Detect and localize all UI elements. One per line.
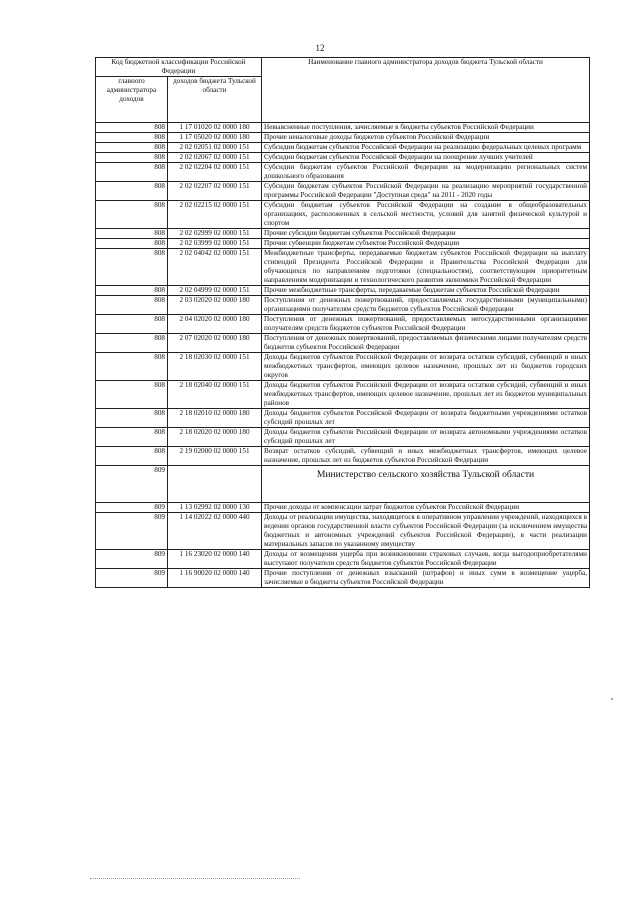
revenue-name-cell: Субсидии бюджетам субъектов Российской Федерации на модернизацию региональных систем дошкольного образования — [262, 163, 590, 182]
admin-code-cell: 808 — [96, 286, 168, 296]
revenue-name-cell: Доходы от реализации имущества, находящегося в оперативном управлении учреждений, находящихся в ведении органов государственной власти субъектов Российской Федерации (за исключением имущества бюджетных и автономных учреждений субъектов Российской Федерации), в части реализации материальных запасов по указанному имуществу — [262, 513, 590, 550]
revenue-code-cell: 2 07 02020 02 0000 180 — [168, 334, 262, 353]
table-row — [96, 353, 590, 381]
revenue-name-cell: Прочие межбюджетные трансферты, передаваемые бюджетам субъектов Российской Федерации — [262, 286, 590, 296]
ministry-name-cell: Министерство сельского хозяйства Тульской области — [262, 466, 590, 503]
admin-code-cell: 809 — [96, 569, 168, 588]
table-header-row — [96, 58, 590, 77]
revenue-code-cell: 2 02 02999 02 0000 151 — [168, 229, 262, 239]
revenue-name-cell: Поступления от денежных пожертвований, предоставляемых физическими лицами получателям средств бюджетов субъектов Российской Федерации — [262, 334, 590, 353]
admin-code-cell: 808 — [96, 353, 168, 381]
admin-code-cell: 808 — [96, 123, 168, 133]
revenue-name-cell: Субсидии бюджетам субъектов Российской Федерации на реализацию федеральных целевых программ — [262, 143, 590, 153]
table-row — [96, 513, 590, 550]
admin-code-cell: 808 — [96, 163, 168, 182]
revenue-name-cell: Доходы бюджетов субъектов Российской Федерации от возврата автономными учреждениями остатков субсидий прошлых лет — [262, 428, 590, 447]
table-row — [96, 133, 590, 143]
table-row — [96, 447, 590, 466]
revenue-code-cell: 2 18 02030 02 0000 151 — [168, 353, 262, 381]
revenue-name-cell: Доходы бюджетов субъектов Российской Федерации от возврата остатков субсидий, субвенций и иных межбюджетных трансфертов, имеющих целевое назначение, прошлых лет из бюджетов муниципальных районов — [262, 381, 590, 409]
revenue-code-cell: 2 18 02020 02 0000 180 — [168, 428, 262, 447]
admin-code-cell: 808 — [96, 201, 168, 229]
table-row — [96, 550, 590, 569]
admin-code-cell: 808 — [96, 229, 168, 239]
revenue-name-cell: Поступления от денежных пожертвований, предоставляемых государственными (муниципальными) организациями получателям средств бюджетов субъектов Российской Федерации — [262, 296, 590, 315]
admin-code-cell: 808 — [96, 428, 168, 447]
table-row — [96, 123, 590, 133]
revenue-code-cell: 1 16 90020 02 0000 140 — [168, 569, 262, 588]
revenue-name-cell: Межбюджетные трансферты, передаваемые бюджетам субъектов Российской Федерации на выплату стипендий Президента Российской Федерации и Правительства Российской Федерации для обучающихся по направлениям подготовки (специальностям), соответствующим приоритетным направлениям модернизации и технологического развития экономики Российской Федерации — [262, 249, 590, 286]
admin-code-cell: 809 — [96, 503, 168, 513]
revenue-code-cell: 2 18 02010 02 0000 180 — [168, 409, 262, 428]
table-row — [96, 229, 590, 239]
revenue-code-cell: 2 02 02207 02 0000 151 — [168, 182, 262, 201]
table-row — [96, 503, 590, 513]
header-revenue-column: доходов бюджета Тульской области — [168, 77, 262, 123]
revenue-code-cell: 2 02 02215 02 0000 151 — [168, 201, 262, 229]
table-row — [96, 249, 590, 286]
revenue-name-cell: Доходы бюджетов субъектов Российской Федерации от возврата бюджетными учреждениями остатков субсидий прошлых лет — [262, 409, 590, 428]
revenue-code-cell: 2 02 03999 02 0000 151 — [168, 239, 262, 249]
table-row — [96, 334, 590, 353]
table-row — [96, 286, 590, 296]
header-code-group: Код бюджетной классификации Российской Федерации — [96, 58, 262, 77]
revenue-code-cell: 2 03 02020 02 0000 180 — [168, 296, 262, 315]
revenue-name-cell: Прочие неналоговые доходы бюджетов субъектов Российской Федерации — [262, 133, 590, 143]
revenue-code-cell: 2 04 02020 02 0000 180 — [168, 315, 262, 334]
revenue-code-cell: 2 19 02000 02 0000 151 — [168, 447, 262, 466]
admin-code-cell: 808 — [96, 133, 168, 143]
revenue-name-cell: Прочие доходы от компенсации затрат бюджетов субъектов Российской Федерации — [262, 503, 590, 513]
revenue-code-cell: 2 02 04999 02 0000 151 — [168, 286, 262, 296]
table-row — [96, 143, 590, 153]
revenue-name-cell: Субсидии бюджетам субъектов Российской Федерации на реализацию мероприятий государственной программы Российской Федерации "Доступная среда" на 2011 - 2020 годы — [262, 182, 590, 201]
revenue-code-cell: 2 02 04042 02 0000 151 — [168, 249, 262, 286]
revenue-code-cell: 1 13 02992 02 0000 130 — [168, 503, 262, 513]
revenue-table-body — [96, 58, 590, 588]
admin-code-cell: 808 — [96, 249, 168, 286]
table-row — [96, 239, 590, 249]
revenue-code-cell: 1 16 23020 02 0000 140 — [168, 550, 262, 569]
revenue-code-cell: 2 02 02067 02 0000 151 — [168, 153, 262, 163]
table-row — [96, 182, 590, 201]
admin-code-cell: 809 — [96, 466, 168, 503]
table-row — [96, 296, 590, 315]
table-row — [96, 153, 590, 163]
revenue-name-cell: Доходы от возмещения ущерба при возникновении страховых случаев, когда выгодоприобретателями выступают получатели средств бюджетов субъектов Российской Федерации — [262, 550, 590, 569]
scan-artifact — [90, 878, 300, 883]
admin-code-cell: 809 — [96, 513, 168, 550]
revenue-name-cell: Доходы бюджетов субъектов Российской Федерации от возврата остатков субсидий, субвенций и иных межбюджетных трансфертов, имеющих целевое назначение, прошлых лет из бюджетов городских округов — [262, 353, 590, 381]
header-name-column: Наименование главного администратора доходов бюджета Тульской области — [262, 58, 590, 123]
revenue-name-cell: Субсидии бюджетам субъектов Российской Федерации на создание в общеобразовательных организациях, расположенных в сельской местности, условий для занятий физической культурой и спортом — [262, 201, 590, 229]
admin-code-cell: 808 — [96, 296, 168, 315]
admin-code-cell: 808 — [96, 239, 168, 249]
revenue-table — [95, 57, 590, 588]
table-row — [96, 163, 590, 182]
revenue-code-cell: 2 02 02204 02 0000 151 — [168, 163, 262, 182]
table-row — [96, 569, 590, 588]
admin-code-cell: 808 — [96, 334, 168, 353]
admin-code-cell: 809 — [96, 550, 168, 569]
admin-code-cell: 808 — [96, 153, 168, 163]
revenue-code-cell: 1 14 02022 02 0000 440 — [168, 513, 262, 550]
table-row — [96, 381, 590, 409]
revenue-code-cell: 1 17 01020 02 0000 180 — [168, 123, 262, 133]
admin-code-cell: 808 — [96, 143, 168, 153]
revenue-name-cell: Возврат остатков субсидий, субвенций и иных межбюджетных трансфертов, имеющих целевое назначение, прошлых лет из бюджетов субъектов Российской Федерации — [262, 447, 590, 466]
revenue-code-cell: 2 18 02040 02 0000 151 — [168, 381, 262, 409]
revenue-name-cell: Невыясненные поступления, зачисляемые в бюджеты субъектов Российской Федерации — [262, 123, 590, 133]
header-admin-column: главного администратора доходов — [96, 77, 168, 123]
revenue-code-cell — [168, 466, 262, 503]
revenue-name-cell: Поступления от денежных пожертвований, предоставляемых негосударственными организациями получателям средств бюджетов субъектов Российской Федерации — [262, 315, 590, 334]
ministry-row — [96, 466, 590, 503]
table-row — [96, 428, 590, 447]
revenue-code-cell: 1 17 05020 02 0000 180 — [168, 133, 262, 143]
revenue-name-cell: Субсидии бюджетам субъектов Российской Федерации на поощрение лучших учителей — [262, 153, 590, 163]
admin-code-cell: 808 — [96, 315, 168, 334]
revenue-name-cell: Прочие поступления от денежных взысканий (штрафов) и иных сумм в возмещение ущерба, зачисляемые в бюджеты субъектов Российской Федерации — [262, 569, 590, 588]
admin-code-cell: 808 — [96, 409, 168, 428]
admin-code-cell: 808 — [96, 447, 168, 466]
admin-code-cell: 808 — [96, 381, 168, 409]
table-row — [96, 201, 590, 229]
revenue-name-cell: Прочие субвенции бюджетам субъектов Российской Федерации — [262, 239, 590, 249]
table-row — [96, 315, 590, 334]
table-row — [96, 409, 590, 428]
revenue-name-cell: Прочие субсидии бюджетам субъектов Российской Федерации — [262, 229, 590, 239]
revenue-code-cell: 2 02 02051 02 0000 151 — [168, 143, 262, 153]
scan-dot — [611, 698, 613, 700]
admin-code-cell: 808 — [96, 182, 168, 201]
page-number: 12 — [315, 43, 325, 53]
